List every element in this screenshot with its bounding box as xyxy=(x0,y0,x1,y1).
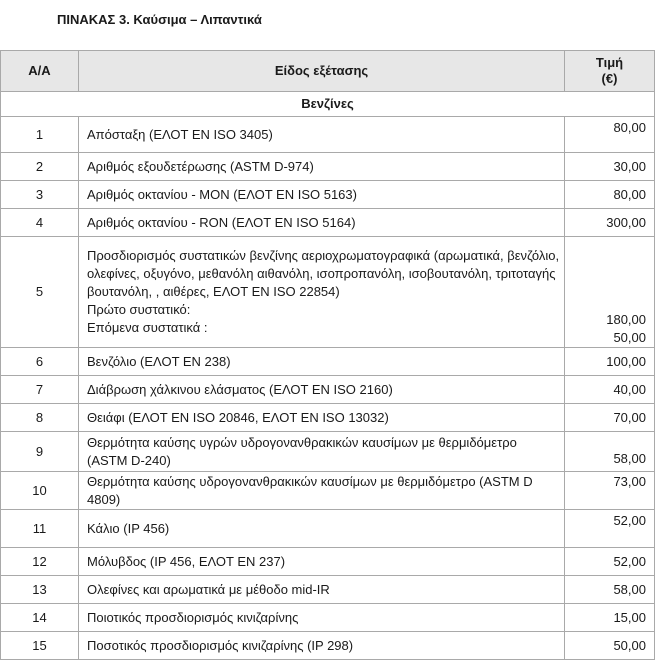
table-row xyxy=(1,604,655,632)
header-description: Είδος εξέτασης xyxy=(79,51,565,92)
row-description: Αριθμός οκτανίου - RON (ΕΛΟΤ ΕΝ ISO 5164) xyxy=(79,209,565,237)
row-price: 100,00 xyxy=(565,348,655,376)
row-price: 80,00 xyxy=(565,117,655,153)
row-price: 52,00 xyxy=(565,548,655,576)
row-number: 11 xyxy=(1,510,79,548)
row-description: Διάβρωση χάλκινου ελάσματος (ΕΛΟΤ ΕΝ ISO 2160) xyxy=(79,376,565,404)
price-table xyxy=(0,50,655,660)
table-row xyxy=(1,237,655,348)
header-price-label: Τιμή xyxy=(595,55,624,70)
row-number: 15 xyxy=(1,632,79,660)
row-number: 14 xyxy=(1,604,79,632)
row-price-next: 50,00 xyxy=(613,330,646,345)
row-description xyxy=(79,237,565,348)
row-price: 50,00 xyxy=(565,632,655,660)
section-row xyxy=(1,92,655,117)
header-price xyxy=(565,51,655,92)
row-price: 15,00 xyxy=(565,604,655,632)
row-price xyxy=(565,237,655,348)
row-price: 58,00 xyxy=(565,576,655,604)
header-aa: Α/Α xyxy=(1,51,79,92)
row-number: 6 xyxy=(1,348,79,376)
table-header-row xyxy=(1,51,655,92)
row-price: 58,00 xyxy=(565,432,655,472)
row-subitem-first: Πρώτο συστατικό: xyxy=(87,302,191,317)
row-number: 7 xyxy=(1,376,79,404)
row-price: 30,00 xyxy=(565,153,655,181)
row-number: 3 xyxy=(1,181,79,209)
row-description: Θερμότητα καύσης υδρογονανθρακικών καυσίμων με θερμιδόμετρο (ASTM D 4809) xyxy=(79,472,565,510)
row-price: 73,00 xyxy=(565,472,655,510)
header-price-unit: (€) xyxy=(601,71,618,86)
table-row xyxy=(1,117,655,153)
table-row xyxy=(1,432,655,472)
table-row xyxy=(1,576,655,604)
row-price: 70,00 xyxy=(565,404,655,432)
row-number: 2 xyxy=(1,153,79,181)
table-row xyxy=(1,153,655,181)
section-title: Βενζίνες xyxy=(1,92,655,117)
table-row xyxy=(1,181,655,209)
row-price: 40,00 xyxy=(565,376,655,404)
row-number: 12 xyxy=(1,548,79,576)
document-title: ΠΙΝΑΚΑΣ 3. Καύσιμα – Λιπαντικά xyxy=(57,12,262,27)
row-number: 5 xyxy=(1,237,79,348)
row-price: 80,00 xyxy=(565,181,655,209)
row-number: 1 xyxy=(1,117,79,153)
row-description: Θειάφι (ΕΛΟΤ ΕΝ ISO 20846, ΕΛΟΤ ΕΝ ISO 13032) xyxy=(79,404,565,432)
row-description: Αριθμός οκτανίου - MON (ΕΛΟΤ ΕΝ ISO 5163) xyxy=(79,181,565,209)
row-subitem-next: Επόμενα συστατικά : xyxy=(87,320,208,335)
table-row xyxy=(1,510,655,548)
row-description-main: Προσδιορισμός συστατικών βενζίνης αεριοχρωματογραφικά (αρωματικά, βενζόλιο, ολεφίνες, οξυγόνο, μεθανόλη αιθανόλη, ισοπροπανόλη, ισοβουτανόλη, τριτοταγής βουτανόλη, , αιθέρες, ΕΛΟΤ ΕΝ ISO 22854) xyxy=(87,248,560,299)
table-row xyxy=(1,472,655,510)
row-description: Βενζόλιο (ΕΛΟΤ ΕΝ 238) xyxy=(79,348,565,376)
row-description: Ολεφίνες και αρωματικά με μέθοδο mid-IR xyxy=(79,576,565,604)
table-row xyxy=(1,404,655,432)
table-row xyxy=(1,632,655,660)
table-row xyxy=(1,348,655,376)
row-description: Αριθμός εξουδετέρωσης (ASTM D-974) xyxy=(79,153,565,181)
row-price: 52,00 xyxy=(565,510,655,548)
row-number: 10 xyxy=(1,472,79,510)
row-price-first: 180,00 xyxy=(606,312,646,327)
table-row xyxy=(1,209,655,237)
row-number: 13 xyxy=(1,576,79,604)
price-table-container xyxy=(0,50,654,660)
row-description: Κάλιο (IP 456) xyxy=(79,510,565,548)
row-description: Απόσταξη (ΕΛΟΤ ΕΝ ISO 3405) xyxy=(79,117,565,153)
row-description: Ποσοτικός προσδιορισμός κινιζαρίνης (IP 298) xyxy=(79,632,565,660)
table-row xyxy=(1,376,655,404)
table-row xyxy=(1,548,655,576)
row-description: Θερμότητα καύσης υγρών υδρογονανθρακικών καυσίμων με θερμιδόμετρο (ASTM D-240) xyxy=(79,432,565,472)
row-description: Μόλυβδος (IP 456, ΕΛΟΤ ΕΝ 237) xyxy=(79,548,565,576)
row-description: Ποιοτικός προσδιορισμός κινιζαρίνης xyxy=(79,604,565,632)
row-number: 4 xyxy=(1,209,79,237)
row-number: 9 xyxy=(1,432,79,472)
row-number: 8 xyxy=(1,404,79,432)
row-price: 300,00 xyxy=(565,209,655,237)
